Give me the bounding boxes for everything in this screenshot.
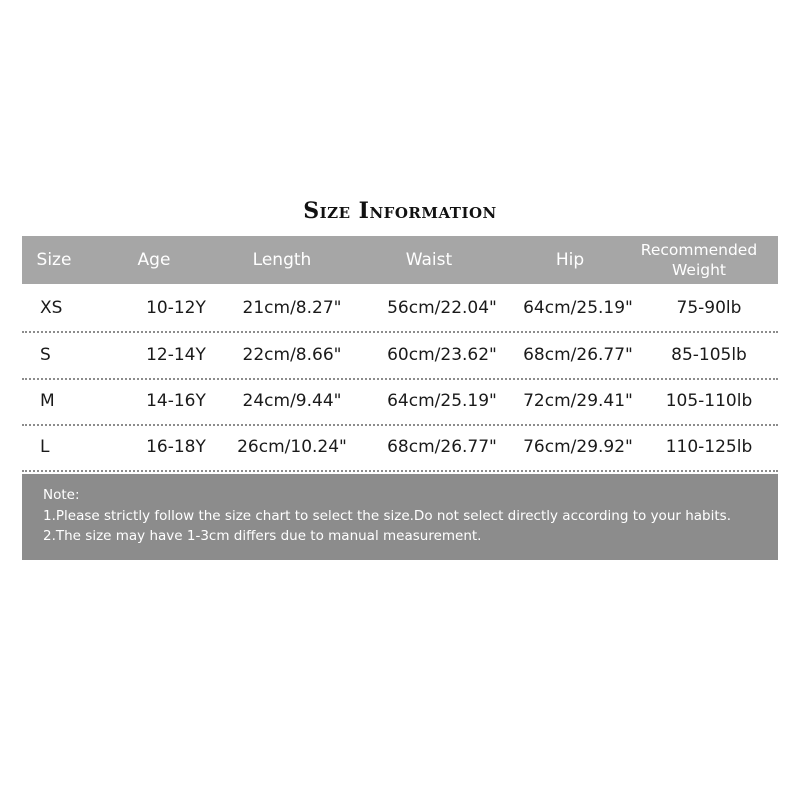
cell-length: 22cm/8.66" [242,345,342,365]
table-header [22,236,778,284]
cell-hip: 72cm/29.41" [523,391,633,411]
cell-waist: 64cm/25.19" [387,391,497,411]
table-row [22,424,778,472]
cell-age: 14-16Y [146,391,206,411]
page-title: Size Information [303,198,497,224]
header-hip: Hip [555,250,585,270]
cell-waist: 68cm/26.77" [387,437,497,457]
cell-weight: 75-90lb [676,298,742,318]
note-line-2: 2.The size may have 1-3cm differs due to manual measurement. [43,528,482,544]
cell-size: M [40,391,55,411]
note-box [22,474,778,560]
cell-size: S [40,345,51,365]
header-recommended-weight: Recommended Weight [640,241,758,279]
header-length: Length [252,250,312,270]
header-waist: Waist [405,250,453,270]
table-row [22,332,778,380]
table-row [22,378,778,426]
cell-weight: 105-110lb [665,391,753,411]
cell-age: 16-18Y [146,437,206,457]
cell-waist: 60cm/23.62" [387,345,497,365]
cell-length: 24cm/9.44" [242,391,342,411]
note-line-1: 1.Please strictly follow the size chart to select the size.Do not select directly according to your habits. [43,507,731,524]
cell-weight: 110-125lb [665,437,753,457]
cell-hip: 68cm/26.77" [523,345,633,365]
cell-size: L [40,437,50,457]
cell-age: 10-12Y [146,298,206,318]
header-size: Size [36,250,72,270]
cell-length: 21cm/8.27" [242,298,342,318]
cell-age: 12-14Y [146,345,206,365]
cell-size: XS [40,298,63,318]
cell-hip: 64cm/25.19" [523,298,633,318]
cell-hip: 76cm/29.92" [523,437,633,457]
cell-weight: 85-105lb [671,345,747,365]
header-age: Age [137,250,171,270]
cell-length: 26cm/10.24" [237,437,347,457]
cell-waist: 56cm/22.04" [387,298,497,318]
table-row [22,285,778,333]
note-heading: Note: [43,487,80,503]
